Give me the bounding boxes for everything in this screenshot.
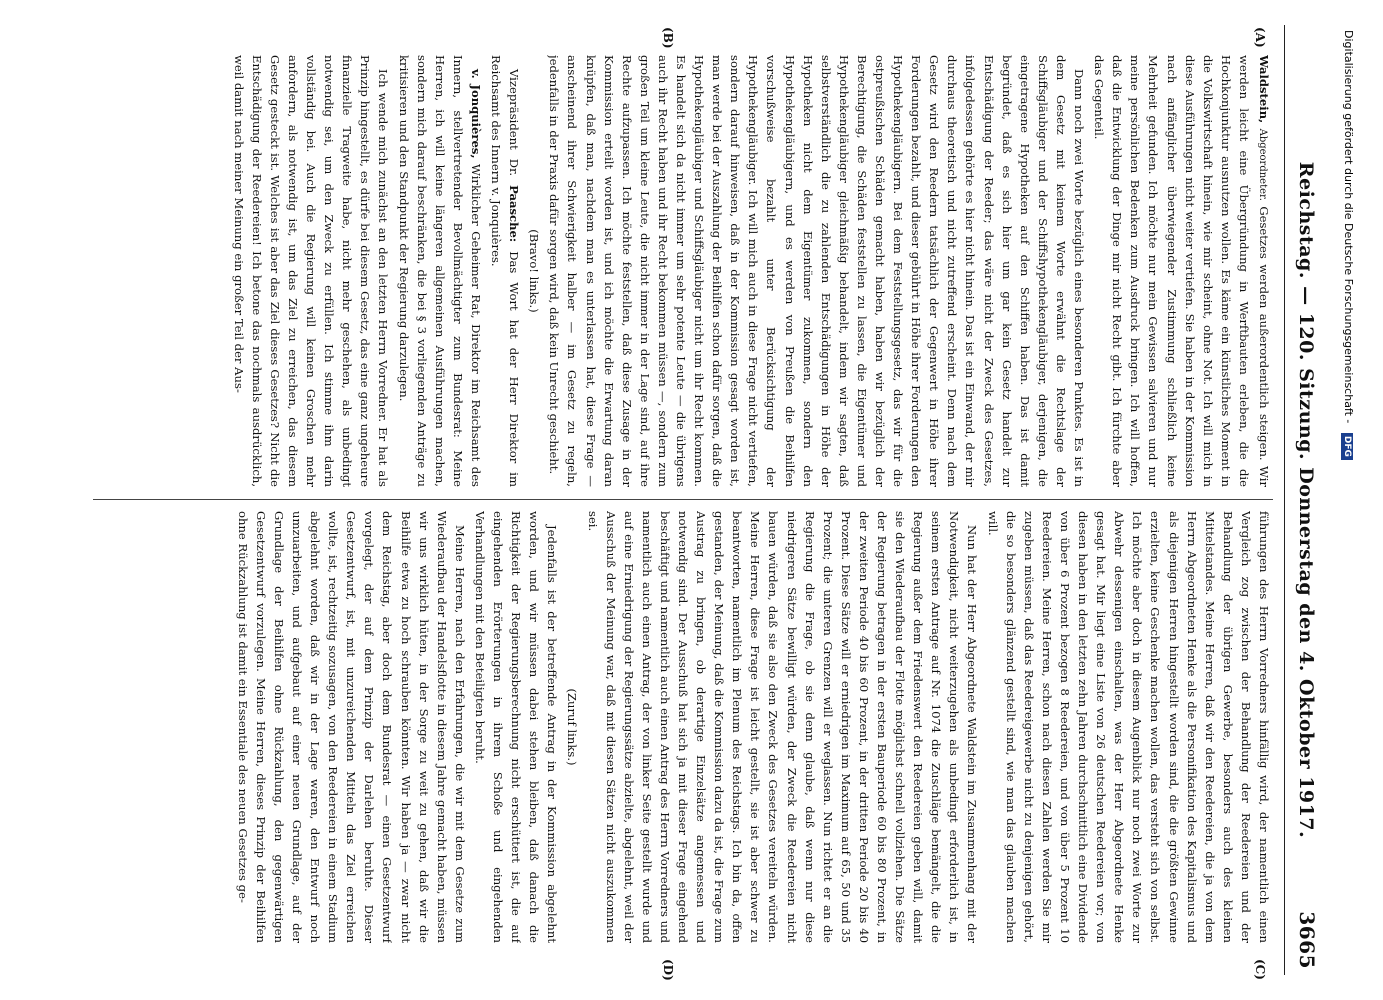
paragraph: führungen des Herrn Vorredners hinfällig wird, der namentlich einen Vergleich zog zwischen der Behandlung der Reedereien und der Behandlung der übrigen Gewerbe, besonders auch des kleinen Mittelstandes. Meine Herren, daß wir den Reedereien, die ja von dem Herrn Abgeordneten Henke als die Personifikation des Kapitalismus und als diejenigen Herren hingestellt worden sind, die die größten Gewinne erzielten, keine Geschenke machen wollen, das versteht sich von selbst. Ich möchte aber doch in diesem Augenblick nur noch zwei Worte zur Abwehr dessenigen einschalten, was der Herr Abgeordnete Henke gesagt hat. Mir liegt eine Liste von 26 deutschen Reedereien vor; von diesen haben in den letzten zehn Jahren durchschnittlich eine Dividende von über 6 Prozent bezogen 8 Reedereien, und von über 5 Prozent 10 Reedereien. Meine Herren, schon nach diesen Zahlen werden Sie mir zugeben müssen, daß das Reedereigewerbe nicht zu denjenigen gehört, die so besonders glänzend gestellt sind, wie man das glauben machen will. xyxy=(985,511,1271,943)
paragraph: Meine Herren, nach den Erfahrungen, die wir mit dem Gesetze zum Wiederaufbau der Handelsflotte in diesem Jahre gemacht haben, müssen wir uns wirklich hüten, in der Sorge zu weit zu gehen, daß wir die Beihilfe etwa zu hoch schrauben könnten. Wir haben ja — zwar nicht dem Reichstag, aber doch dem Bundesrat — einen Gesetzentwurf vorgelegt, der auf dem Prinzip der Darlehen beruhte. Dieser Gesetzentwurf, ist, mit unzureichenden Mitteln das Ziel erreichen wollte, ist, rechtzeitig sozusagen, von den Reedereien in einem Stadium abgelehnt worden, daß wir in der Lage waren, den Entwurf noch umzuarbeiten, und aufgebaut auf einer neuen Grundlage, auf der Grundlage der Beihilfen ohne Rückzahlung, den gegenwärtigen Gesetzentwurf vorzulegen. Meine Herren, dieses Prinzip der Beihilfen ohne Rückzahlung ist damit ein Essentiale des neuen Gesetzes ge- xyxy=(235,511,467,943)
paragraph-text: Meine Herren, ich will keine längeren allgemeinen Ausführungen machen, sondern mich darauf beschränken, die bei § 3 vorliegenden Anträge zu kritisieren und den Standpunkt der Regierung darzulegen. xyxy=(396,55,465,487)
interjection-note: (Zuruf links.) xyxy=(565,688,580,766)
margin-marker-b: (B) xyxy=(661,27,675,49)
left-column xyxy=(88,55,1273,487)
page-number: 3665 xyxy=(1295,911,1319,969)
dfg-logo: DFG xyxy=(1341,433,1353,460)
digitization-text: Digitalisierung gefördert durch die Deutsche Forschungsgemeinschaft - xyxy=(1342,30,1355,424)
paragraph xyxy=(1090,55,1273,487)
paragraph: Jedenfalls ist der betreffende Antrag in der Kommission abgelehnt worden, und wir müssen dabei stehen bleiben, daß danach die Richtigkeit der Regierungsberechnung nicht erschüttert ist, die auf eingehenden Erörterungen in ihrem Schoße und eingehenden Verhandlungen mit den Beteiligten beruht. xyxy=(472,511,560,943)
speaker-prefix: Vizepräsident Dr. xyxy=(507,69,522,177)
paragraph: Ich wende mich zunächst an den letzten Herrn Vorredner. Er hat als Prinzip hingestellt, es dürfe bei diesem Gesetz, das eine ganz ungeheure finanzielle Tragweite habe, nicht mehr geschehen, als unbedingt notwendig sei, um den Zweck zu erfüllen. Ich stimme ihm darin vollständig bei. Auch die Regierung will keinen Groschen mehr anfordern, als notwendig ist, um das Ziel zu erreichen, das diesem Gesetz gesteckt ist. Welches ist aber das Ziel dieses Gesetzes? Nicht die Entschädigung der Reedereien! Ich betone das nochmals ausdrücklich, weil damit nach meiner Meinung ein großer Teil der Aus- xyxy=(231,55,391,487)
page-title: Reichstag. — 120. Sitzung. Donnerstag den 4. Oktober 1917. xyxy=(1295,161,1317,839)
right-column xyxy=(88,511,1273,943)
paragraph-text: Das Wort hat der Herr Direktor im Reichsamt des Innern v. Jonquières. xyxy=(489,55,522,487)
paragraph: Nun hat der Herr Abgeordnete Waldstein im Zusammenhang mit der Notwendigkeit, nicht weiterzugehen als unbedingt erforderlich ist, in seinem ersten Antrage auf Nr. 1074 die Zuschläge bemängelt, die die Regierung außer dem Friedenswert den Reedereien geben will, damit sie den Wiederaufbau der Flotte möglichst schnell vollziehen. Die Sätze der Regierung betragen in der ersten Bauperiode 60 bis 80 Prozent, in der zweiten Periode 40 bis 60 Prozent, in der dritten Periode 20 bis 40 Prozent. Diese Sätze will er erniedrigen im Maximum auf 65, 50 und 35 Prozent; die unteren Grenzen will er weglassen. Nun richtet er an die Regierung die Frage, ob sie denn glaube, daß wenn nur diese niedrigeren Sätze bewilligt würden, der Zweck die Reedereien nicht bauen würden, daß sie also den Zweck des Gesetzes vereiteln würden. Meine Herren, diese Frage ist leicht gestellt, sie ist aber schwer zu beantworten, namentlich im Plenum des Reichstags. Ich bin da, offen gestanden, der Meinung, daß die Kommission dazu da ist, die Frage zum Austrag zu bringen, ob derartige Einzelsätze angemessen und notwendig sind. Der Ausschuß hat sich ja mit dieser Frage eingehend beschäftigt und namentlich auch einen Antrag des Herrn Vorredners und namentlich auch einen Antrag, der von linker Seite gestellt wurde und auf eine Erniedrigung der Regierungssätze abzielte, abgelehnt, weil der Ausschuß der Meinung war, daß mit diesen Sätzen nicht auszukommen sei. xyxy=(585,511,980,943)
speaker-role: Wirklicher Geheimer Rat, Direktor im Reichsamt des Innern, stellvertretender Bevollmächtigter zum Bundesrat: xyxy=(450,55,483,487)
paragraph-text: Gesetzes werden außerordentlich steigen. Wir werden leicht eine Übergründung in Werftbauten erleben, die die Hochkonjunktur ausnutzen wollen. Es käme ein künstliches Moment in die Volkswirtschaft hinein, wie mir scheint, ohne Not. Ich will mich in diese Ausführungen nicht weiter vertiefen. Sie haben in der Kommission nach anfänglicher überwiegender Zustimmung schließlich keine Mehrheit gefunden. Ich möchte nur mein Gewissen salvieren und nur meine persönlichen Bedenken zum Ausdruck bringen. Ich will hoffen, daß die Entwicklung der Dinge mir nicht Recht gibt. Ich fürchte aber das Gegenteil. xyxy=(1092,55,1271,487)
paragraph xyxy=(487,55,523,487)
paragraph: Dann noch zwei Worte bezüglich eines besonderen Punktes. Es ist in dem Gesetz mit keinem Worte erwähnt die Rechtslage der Schiffsgläubiger und der Schiffshypothekengläubiger, derjenigen, die eingetragene Hypotheken auf den Schiffen haben. Das ist damit begründet, daß es sich hier um gar kein Gesetz handelt zur Entschädigung der Reeder; das wäre nicht der Zweck des Gesetzes, infolgedessen gehörte es hier nicht hinein. Das ist ein Einwand, der mir durchaus theoretisch und nicht zutreffend erscheint. Denn nach dem Gesetz wird den Reedern tatsächlich der Gegenwert in Höhe ihrer Forderungen bezahlt, und dieser gebührt in Höhe ihrer Forderungen den Hypothekengläubigern. Bei dem Feststellungsgesetz, das wir für die ostpreußischen Schäden gemacht haben, haben wir bezüglich der Berechtigung, die Schäden feststellen zu lassen, die Eigentümer und Hypothekengläubiger gleichmäßig behandelt, indem wir sagten, daß selbstverständlich die zu zahlenden Entschädigungen in Höhe der Hypotheken nicht dem Eigentümer zukommen, sondern den Hypothekengläubigern, und es werden von Preußen die Beihilfen vorschußweise bezahlt unter Berücksichtigung der Hypothekengläubiger. Ich will mich auch in diese Frage nicht vertiefen, sondern darauf hinweisen, daß in der Kommission gesagt worden ist, man werde bei der Auszahlung der Beihilfen schon dafür sorgen, daß die Hypothekengläubiger und Schiffsgläubiger nicht um ihr Recht kommen. Es handelt sich da nicht immer um sehr potente Leute — die übrigens auch ihr Recht haben und ihr Recht bekommen müssen —, sondern zum großen Teil um kleine Leute, die nicht immer in der Lage sind, auf ihre Rechte aufzupassen. Ich möchte feststellen, daß diese Zusage in der Kommission erteilt worden ist, und ich möchte die Erwartung daran knüpfen, daß man, nachdem man es unterlassen hat, diese Frage — anscheinend ihrer Schwierigkeit halber — im Gesetz zu regeln, jedenfalls in der Praxis dafür sorgen wird, daß kein Unrecht geschieht. xyxy=(547,55,1087,487)
digitization-note xyxy=(1335,30,1355,970)
margin-marker-d: (D) xyxy=(661,959,675,981)
page-header xyxy=(1284,25,1325,975)
speaker-name: Paasche: xyxy=(507,185,522,243)
column-divider xyxy=(93,499,1273,500)
speaker-name: Waldstein, xyxy=(1257,55,1271,124)
margin-marker-c: (C) xyxy=(1253,959,1267,980)
speaker-name: v. Jonquières, xyxy=(468,69,483,159)
applause-note: (Bravo! links.) xyxy=(527,229,542,313)
margin-marker-a: (A) xyxy=(1253,27,1267,48)
paragraph xyxy=(395,55,485,487)
document-page xyxy=(85,25,1325,981)
speaker-role: Abgeordneter. xyxy=(1257,128,1268,201)
